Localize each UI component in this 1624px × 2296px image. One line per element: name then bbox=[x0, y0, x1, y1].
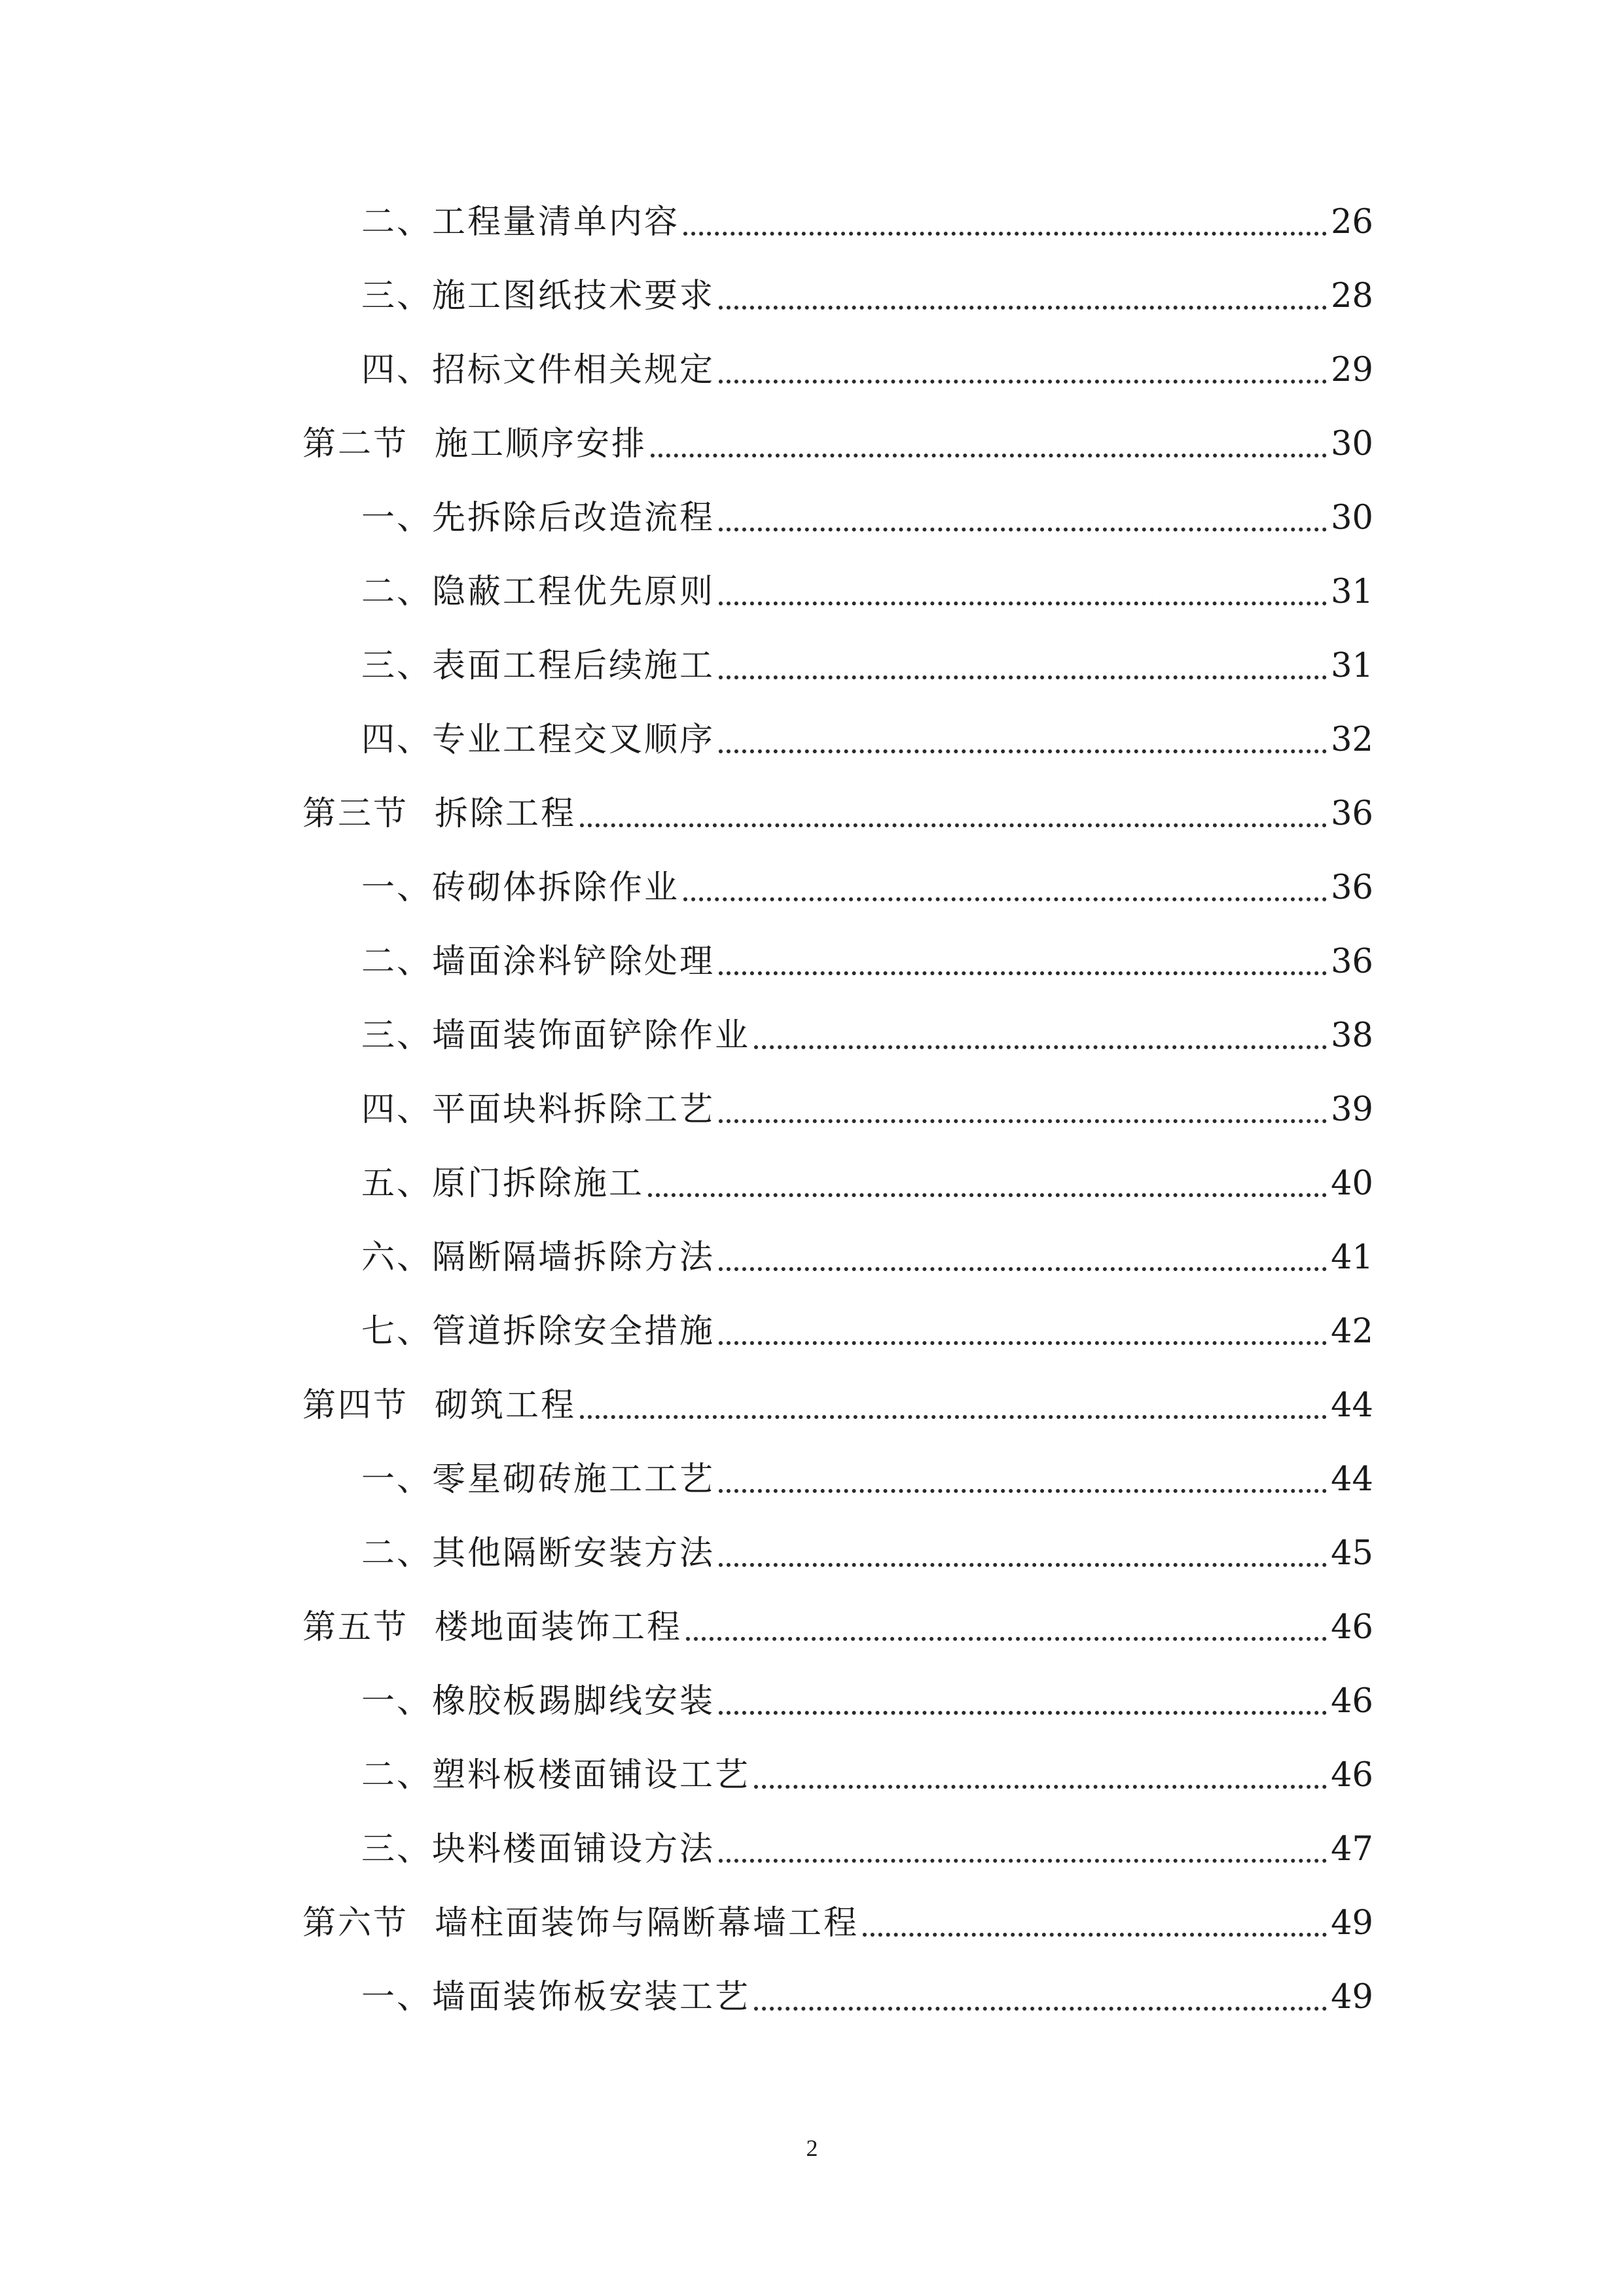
toc-entry[interactable] bbox=[302, 418, 1373, 471]
entry-prefix: 二、 bbox=[361, 203, 433, 242]
entry-prefix: 一、 bbox=[361, 1978, 433, 2017]
toc-entry[interactable] bbox=[361, 1971, 1373, 2024]
toc-entry[interactable] bbox=[361, 1158, 1373, 1210]
entry-title: 橡胶板踢脚线安装 bbox=[432, 1682, 715, 1721]
dot-leader bbox=[754, 1749, 1327, 1802]
toc-entry[interactable] bbox=[361, 492, 1373, 545]
entry-page-number: 46 bbox=[1331, 1608, 1373, 1647]
entry-title: 块料楼面铺设方法 bbox=[432, 1830, 715, 1869]
entry-page-number: 44 bbox=[1331, 1460, 1373, 1499]
entry-page-number: 30 bbox=[1331, 499, 1373, 537]
entry-page-number: 46 bbox=[1331, 1682, 1373, 1721]
entry-title: 工程量清单内容 bbox=[432, 203, 680, 242]
entry-prefix: 三、 bbox=[361, 647, 433, 685]
dot-leader bbox=[719, 936, 1327, 988]
entry-prefix: 二、 bbox=[361, 573, 433, 611]
dot-leader bbox=[719, 1528, 1327, 1580]
toc-entry[interactable] bbox=[361, 1676, 1373, 1728]
toc-entry[interactable] bbox=[361, 270, 1373, 323]
dot-leader bbox=[683, 862, 1327, 914]
entry-prefix: 一、 bbox=[361, 869, 433, 907]
toc-entry[interactable] bbox=[361, 344, 1373, 397]
dot-leader bbox=[686, 1602, 1327, 1654]
entry-page-number: 32 bbox=[1331, 721, 1373, 759]
entry-title: 管道拆除安全措施 bbox=[432, 1312, 715, 1351]
entry-prefix: 第二节 bbox=[302, 425, 409, 463]
entry-title: 施工顺序安排 bbox=[435, 425, 647, 463]
entry-title: 原门拆除施工 bbox=[432, 1164, 645, 1203]
entry-page-number: 36 bbox=[1331, 942, 1373, 981]
entry-prefix: 一、 bbox=[361, 499, 433, 537]
toc-entry[interactable] bbox=[302, 1602, 1373, 1654]
entry-page-number: 45 bbox=[1331, 1534, 1373, 1573]
dot-leader bbox=[719, 344, 1327, 397]
entry-title: 隔断隔墙拆除方法 bbox=[432, 1238, 715, 1277]
entry-prefix: 四、 bbox=[361, 351, 433, 389]
entry-title: 平面块料拆除工艺 bbox=[432, 1090, 715, 1129]
entry-page-number: 38 bbox=[1331, 1016, 1373, 1055]
toc-entry[interactable] bbox=[361, 1528, 1373, 1580]
entry-prefix: 七、 bbox=[361, 1312, 433, 1351]
entry-prefix: 一、 bbox=[361, 1460, 433, 1499]
entry-prefix: 三、 bbox=[361, 277, 433, 315]
toc-entry[interactable] bbox=[361, 862, 1373, 914]
dot-leader bbox=[651, 418, 1327, 471]
toc-entry[interactable] bbox=[361, 640, 1373, 692]
dot-leader bbox=[683, 196, 1327, 249]
dot-leader bbox=[719, 1232, 1327, 1284]
entry-title: 楼地面装饰工程 bbox=[435, 1608, 683, 1647]
dot-leader bbox=[719, 566, 1327, 619]
entry-title: 零星砌砖施工工艺 bbox=[432, 1460, 715, 1499]
toc-entry[interactable] bbox=[361, 1232, 1373, 1284]
toc-entry[interactable] bbox=[361, 1823, 1373, 1876]
toc-entry[interactable] bbox=[361, 1010, 1373, 1062]
dot-leader bbox=[754, 1971, 1327, 2024]
toc-entry[interactable] bbox=[361, 1306, 1373, 1358]
entry-prefix: 五、 bbox=[361, 1164, 433, 1203]
dot-leader bbox=[580, 1380, 1327, 1432]
dot-leader bbox=[719, 1676, 1327, 1728]
entry-title: 施工图纸技术要求 bbox=[432, 277, 715, 315]
toc-entry[interactable] bbox=[302, 788, 1373, 840]
dot-leader bbox=[719, 270, 1327, 323]
entry-prefix: 第四节 bbox=[302, 1386, 409, 1425]
toc-entry[interactable] bbox=[361, 1749, 1373, 1802]
entry-page-number: 47 bbox=[1331, 1830, 1373, 1869]
dot-leader bbox=[719, 1306, 1327, 1358]
entry-title: 专业工程交叉顺序 bbox=[432, 721, 715, 759]
entry-page-number: 31 bbox=[1331, 573, 1373, 611]
entry-page-number: 28 bbox=[1331, 277, 1373, 315]
entry-title: 先拆除后改造流程 bbox=[432, 499, 715, 537]
dot-leader bbox=[719, 640, 1327, 692]
page-number: 2 bbox=[806, 2135, 818, 2161]
entry-prefix: 第六节 bbox=[302, 1904, 409, 1943]
entry-prefix: 第五节 bbox=[302, 1608, 409, 1647]
entry-page-number: 49 bbox=[1331, 1904, 1373, 1943]
entry-title: 表面工程后续施工 bbox=[432, 647, 715, 685]
dot-leader bbox=[719, 714, 1327, 766]
dot-leader bbox=[863, 1897, 1327, 1950]
entry-title: 墙面装饰板安装工艺 bbox=[432, 1978, 751, 2017]
entry-prefix: 六、 bbox=[361, 1238, 433, 1277]
entry-title: 招标文件相关规定 bbox=[432, 351, 715, 389]
entry-page-number: 39 bbox=[1331, 1090, 1373, 1129]
entry-prefix: 一、 bbox=[361, 1682, 433, 1721]
entry-prefix: 四、 bbox=[361, 1090, 433, 1129]
dot-leader bbox=[719, 1084, 1327, 1136]
entry-prefix: 三、 bbox=[361, 1830, 433, 1869]
entry-title: 隐蔽工程优先原则 bbox=[432, 573, 715, 611]
toc-entry[interactable] bbox=[361, 936, 1373, 988]
entry-page-number: 40 bbox=[1331, 1164, 1373, 1203]
toc-entry[interactable] bbox=[361, 714, 1373, 766]
entry-title: 墙面涂料铲除处理 bbox=[432, 942, 715, 981]
entry-title: 其他隔断安装方法 bbox=[432, 1534, 715, 1573]
entry-page-number: 31 bbox=[1331, 647, 1373, 685]
entry-page-number: 29 bbox=[1331, 351, 1373, 389]
toc-entry[interactable] bbox=[361, 196, 1373, 249]
entry-title: 塑料板楼面铺设工艺 bbox=[432, 1756, 751, 1795]
entry-title: 墙柱面装饰与隔断幕墙工程 bbox=[435, 1904, 859, 1943]
dot-leader bbox=[648, 1158, 1327, 1210]
toc-entry[interactable] bbox=[361, 566, 1373, 619]
entry-prefix: 三、 bbox=[361, 1016, 433, 1055]
entry-page-number: 44 bbox=[1331, 1386, 1373, 1425]
entry-prefix: 四、 bbox=[361, 721, 433, 759]
entry-page-number: 42 bbox=[1331, 1312, 1373, 1351]
entry-page-number: 46 bbox=[1331, 1756, 1373, 1795]
toc-entry[interactable] bbox=[302, 1897, 1373, 1950]
toc-entry[interactable] bbox=[361, 1084, 1373, 1136]
entry-prefix: 第三节 bbox=[302, 795, 409, 833]
entry-page-number: 41 bbox=[1331, 1238, 1373, 1277]
entry-page-number: 30 bbox=[1331, 425, 1373, 463]
entry-page-number: 26 bbox=[1331, 203, 1373, 242]
entry-page-number: 36 bbox=[1331, 795, 1373, 833]
dot-leader bbox=[754, 1010, 1327, 1062]
dot-leader bbox=[719, 1823, 1327, 1876]
entry-title: 拆除工程 bbox=[435, 795, 577, 833]
entry-prefix: 二、 bbox=[361, 942, 433, 981]
entry-title: 砌筑工程 bbox=[435, 1386, 577, 1425]
toc-entry[interactable] bbox=[361, 1454, 1373, 1506]
toc-entry[interactable] bbox=[302, 1380, 1373, 1432]
dot-leader bbox=[580, 788, 1327, 840]
entry-title: 砖砌体拆除作业 bbox=[432, 869, 680, 907]
dot-leader bbox=[719, 1454, 1327, 1506]
entry-prefix: 二、 bbox=[361, 1756, 433, 1795]
entry-prefix: 二、 bbox=[361, 1534, 433, 1573]
entry-title: 墙面装饰面铲除作业 bbox=[432, 1016, 751, 1055]
dot-leader bbox=[719, 492, 1327, 545]
entry-page-number: 36 bbox=[1331, 869, 1373, 907]
entry-page-number: 49 bbox=[1331, 1978, 1373, 2017]
